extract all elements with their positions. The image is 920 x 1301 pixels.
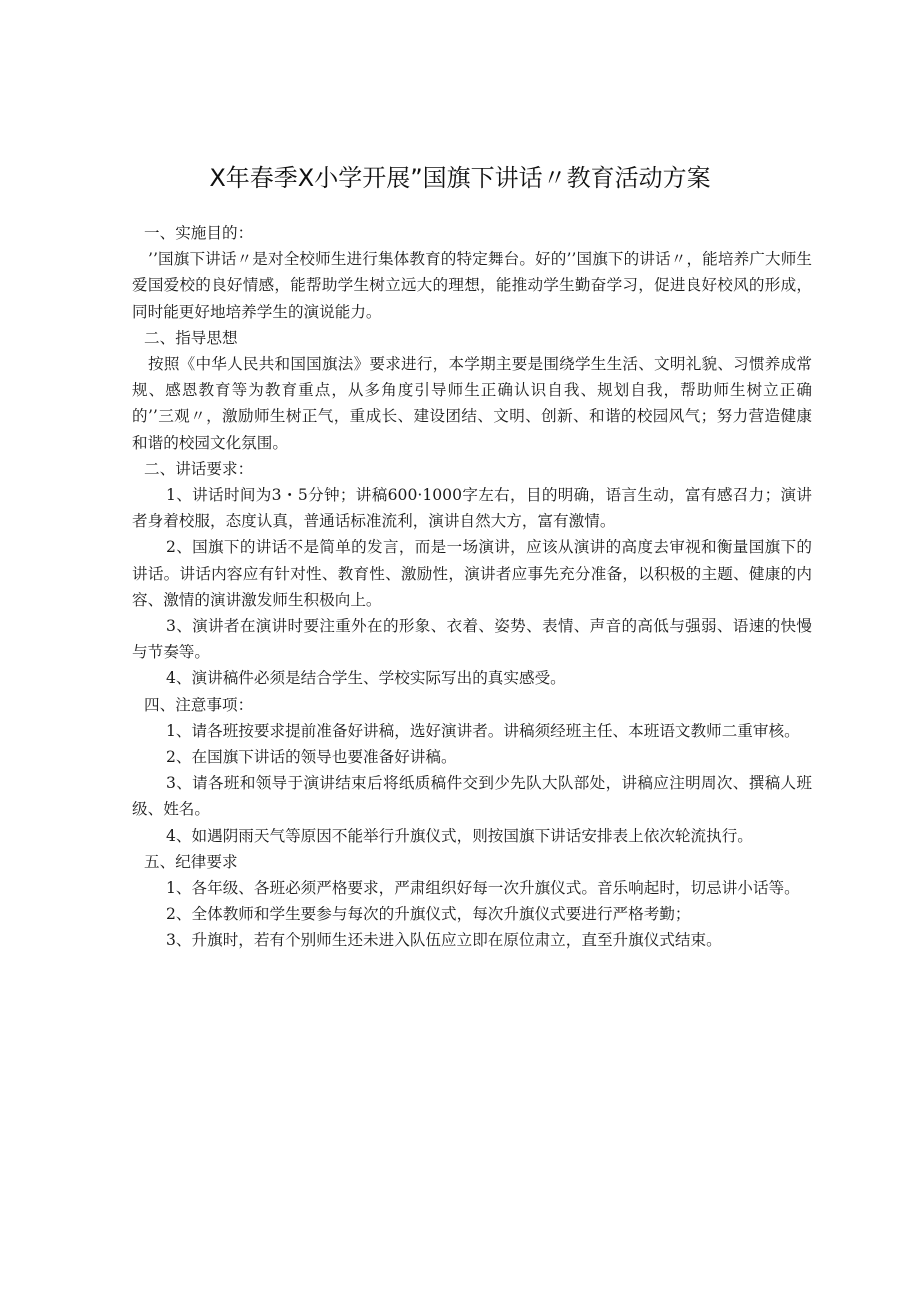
document-title: X年春季X小学开展”国旗下讲话〃教育活动方案 bbox=[209, 164, 711, 192]
list-item: 4、如遇阴雨天气等原因不能举行升旗仪式，则按国旗下讲话安排表上依次轮流执行。 bbox=[166, 826, 753, 845]
section-heading-notes: 四、注意事项： bbox=[144, 695, 254, 714]
document-body bbox=[132, 220, 812, 954]
list-item: 1、讲话时间为3・5分钟；讲稿600·1000字左右，目的明确，语言生动，富有感召力；演讲者身着校服，态度认真，普通话标准流利，演讲自然大方，富有激情。 bbox=[132, 486, 812, 531]
list-item: 3、演讲者在演讲时要注重外在的形象、衣着、姿势、表情、声音的高低与强弱、语速的快慢与节奏等。 bbox=[132, 617, 812, 662]
list-item: 2、在国旗下讲话的领导也要准备好讲稿。 bbox=[166, 748, 457, 767]
list-item: 3、升旗时，若有个别师生还未进入队伍应立即在原位肃立，直至升旗仪式结束。 bbox=[166, 931, 722, 950]
section-heading-purpose: 一、实施目的： bbox=[144, 224, 254, 242]
list-item: 2、国旗下的讲话不是简单的发言，而是一场演讲，应该从演讲的高度去审视和衡量国旗下的讲话。讲话内容应有针对性、教育性、激励性，演讲者应事先充分准备，以积极的主题、健康的内容、激情的演讲激发师生积极向上。 bbox=[132, 538, 812, 609]
list-item: 2、全体教师和学生要参与每次的升旗仪式，每次升旗仪式要进行严格考勤； bbox=[166, 905, 691, 924]
paragraph: 按照《中华人民共和国国旗法》要求进行，本学期主要是围绕学生生活、文明礼貌、习惯养成常规、感恩教育等为教育重点，从多角度引导师生正确认识自我、规划自我，帮助师生树立正确的’’三观〃，激励师生树正气，重成长、建设团结、文明、创新、和谐的校园风气；努力营造健康和谐的校园文化氛围。 bbox=[132, 355, 812, 452]
section-heading-speech-requirements: 二、讲话要求： bbox=[144, 459, 254, 478]
list-item: 1、请各班按要求提前准备好讲稿，选好演讲者。讲稿须经班主任、本班语文教师二重审核。 bbox=[166, 721, 800, 740]
list-item: 1、各年级、各班必须严格要求，严肃组织好每一次升旗仪式。音乐响起时，切忌讲小话等。 bbox=[166, 879, 800, 898]
section-heading-guiding-idea: 二、指导思想 bbox=[144, 328, 238, 347]
paragraph: ’’国旗下讲话〃是对全校师生进行集体教育的特定舞台。好的’’国旗下的讲话〃，能培养广大师生爱国爱校的良好情感，能帮助学生树立远大的理想，能推动学生勤奋学习，促进良好校风的形成，同时能更好地培养学生的演说能力。 bbox=[132, 250, 812, 321]
list-item: 4、演讲稿件必须是结合学生、学校实际写出的真实感受。 bbox=[166, 669, 566, 688]
list-item: 3、请各班和领导于演讲结束后将纸质稿件交到少先队大队部处，讲稿应注明周次、撰稿人班级、姓名。 bbox=[132, 774, 812, 819]
section-heading-discipline: 五、纪律要求 bbox=[144, 852, 238, 871]
